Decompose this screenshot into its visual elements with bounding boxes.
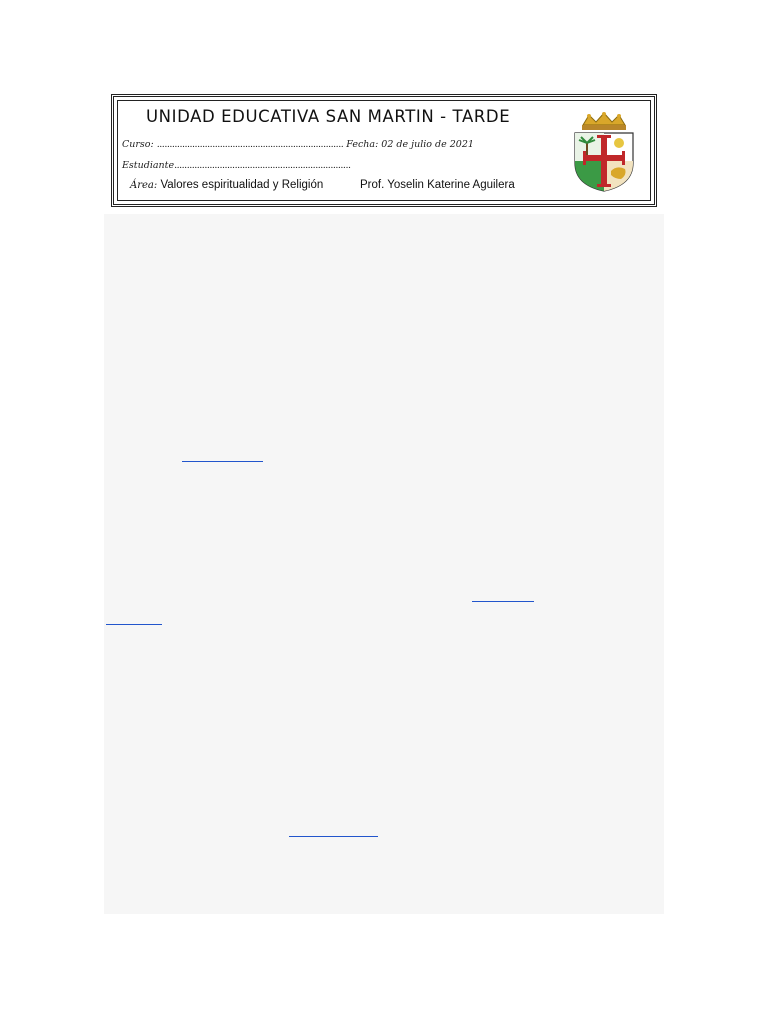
school-crest-icon: [569, 111, 639, 193]
fecha-value: 02 de julio de 2021: [381, 139, 474, 150]
estudiante-dots: ......................................................................: [174, 160, 351, 171]
hyperlink-1[interactable]: [182, 451, 263, 462]
area-label: Área:: [130, 180, 158, 191]
curso-dots: ..........................................................................: [156, 139, 344, 150]
hyperlink-2-part-2[interactable]: [106, 614, 162, 625]
fecha-label: Fecha:: [346, 139, 379, 150]
estudiante-label: Estudiante: [122, 160, 175, 171]
area-line: [130, 179, 323, 191]
estudiante-line: [122, 160, 350, 171]
curso-label: Curso:: [122, 139, 154, 150]
hyperlink-3[interactable]: [289, 826, 378, 837]
curso-line: [122, 139, 474, 150]
profesor-name: Prof. Yoselin Katerine Aguilera: [360, 179, 515, 191]
hyperlink-2-part-1[interactable]: [472, 591, 534, 602]
school-title: UNIDAD EDUCATIVA SAN MARTIN - TARDE: [146, 107, 511, 126]
document-page: [104, 88, 664, 914]
header-frame: [111, 94, 657, 207]
document-header: [104, 88, 664, 214]
area-value: Valores espiritualidad y Religión: [160, 179, 324, 191]
